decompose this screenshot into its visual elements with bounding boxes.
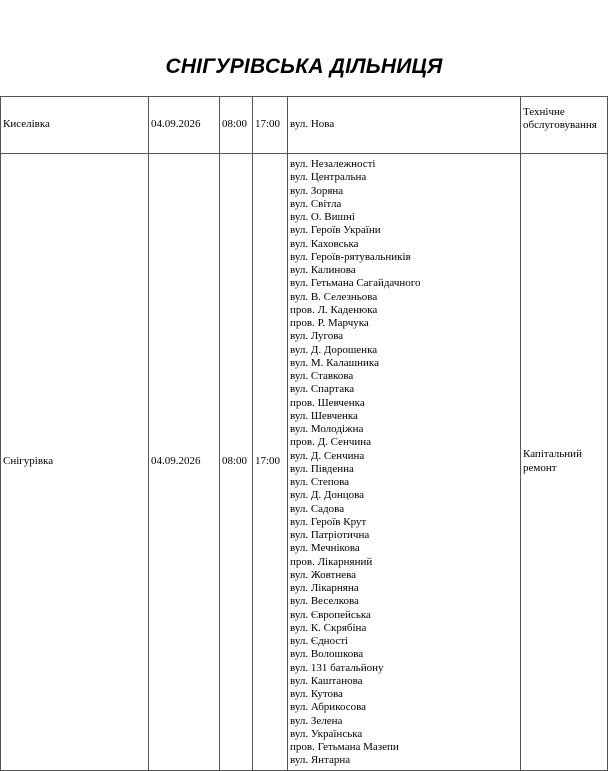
street-item: вул. Д. Сенчина: [290, 449, 365, 462]
street-item: вул. Калинова: [290, 264, 356, 276]
streets-cell: [288, 97, 521, 154]
date-cell: 04.09.2026: [149, 154, 220, 771]
street-item: вул. Спартака: [290, 383, 355, 396]
street-item: вул. Центральна: [290, 171, 367, 184]
street-item: вул. Шевченка: [290, 409, 358, 422]
street-item: вул. О. Вишні: [290, 211, 355, 223]
street-item: вул. Волошкова: [290, 648, 364, 661]
street-item: вул. Незалежності: [290, 158, 376, 170]
settlement-cell: Снігурівка: [1, 154, 149, 771]
street-item: вул. Д. Дорошенка: [290, 343, 378, 356]
street-item: вул. М. Калашника: [290, 356, 379, 369]
street-item: вул. 131 батальйону: [290, 661, 384, 674]
street-item: пров. Гетьмана Мазепи: [290, 741, 399, 753]
street-item: вул. Героїв Крут: [290, 515, 367, 528]
start-time-cell: 08:00: [220, 154, 253, 771]
street-item: вул. К. Скрябіна: [290, 621, 367, 634]
work-type-cell: Капітальний ремонт: [521, 154, 608, 771]
end-time-cell: 17:00: [253, 97, 288, 154]
street-item: вул. Українська: [290, 727, 363, 740]
street-item: вул. Світла: [290, 197, 342, 210]
date-cell: 04.09.2026: [149, 97, 220, 154]
street-item: вул. Європейська: [290, 608, 371, 621]
table-row: [1, 154, 608, 771]
street-item: вул. Мечнікова: [290, 542, 360, 555]
street-item: вул. Патріотична: [290, 529, 370, 541]
street-item: вул. Д. Донцова: [290, 489, 365, 502]
street-item: вул. Нова: [290, 118, 335, 131]
street-item: вул. Молодіжна: [290, 423, 364, 435]
street-item: вул. Героїв-рятувальників: [290, 250, 411, 263]
outage-schedule-table: [0, 96, 608, 771]
street-item: вул. Жовтнева: [290, 568, 357, 581]
end-time-cell: 17:00: [253, 154, 288, 771]
street-item: вул. Веселкова: [290, 595, 359, 608]
street-item: вул. Садова: [290, 502, 345, 515]
street-item: пров. Лікарняний: [290, 555, 373, 568]
street-item: вул. Єдності: [290, 635, 349, 647]
table-body: [1, 97, 608, 771]
street-item: пров. Шевченка: [290, 396, 365, 409]
settlement-cell: Киселівка: [1, 97, 149, 154]
street-item: вул. Кутова: [290, 688, 343, 700]
street-item: вул. Південна: [290, 462, 354, 475]
street-item: пров. Р. Марчука: [290, 317, 369, 329]
street-item: вул. Зоряна: [290, 184, 344, 197]
streets-cell: [288, 154, 521, 771]
street-item: пров. Д. Сенчина: [290, 436, 372, 449]
street-item: вул. В. Селезньова: [290, 290, 378, 303]
street-item: вул. Каховська: [290, 237, 359, 250]
street-list: [290, 158, 518, 768]
street-item: вул. Лугова: [290, 330, 344, 343]
street-item: пров. Л. Каденюка: [290, 303, 378, 316]
street-item: вул. Степова: [290, 476, 350, 488]
table-row: [1, 97, 608, 154]
street-item: вул. Героїв України: [290, 224, 381, 237]
street-item: вул. Гетьмана Сагайдачного: [290, 277, 421, 290]
street-item: вул. Янтарна: [290, 754, 351, 767]
start-time-cell: 08:00: [220, 97, 253, 154]
street-item: вул. Зелена: [290, 714, 343, 727]
street-item: вул. Ставкова: [290, 370, 354, 382]
page-title: СНІГУРІВСЬКА ДІЛЬНИЦЯ: [165, 55, 443, 78]
street-item: вул. Каштанова: [290, 674, 363, 687]
work-type-cell: Технічне обслуговування: [521, 97, 608, 154]
street-item: вул. Лікарняна: [290, 582, 359, 594]
street-item: вул. Абрикосова: [290, 701, 367, 714]
street-list: [290, 118, 518, 131]
